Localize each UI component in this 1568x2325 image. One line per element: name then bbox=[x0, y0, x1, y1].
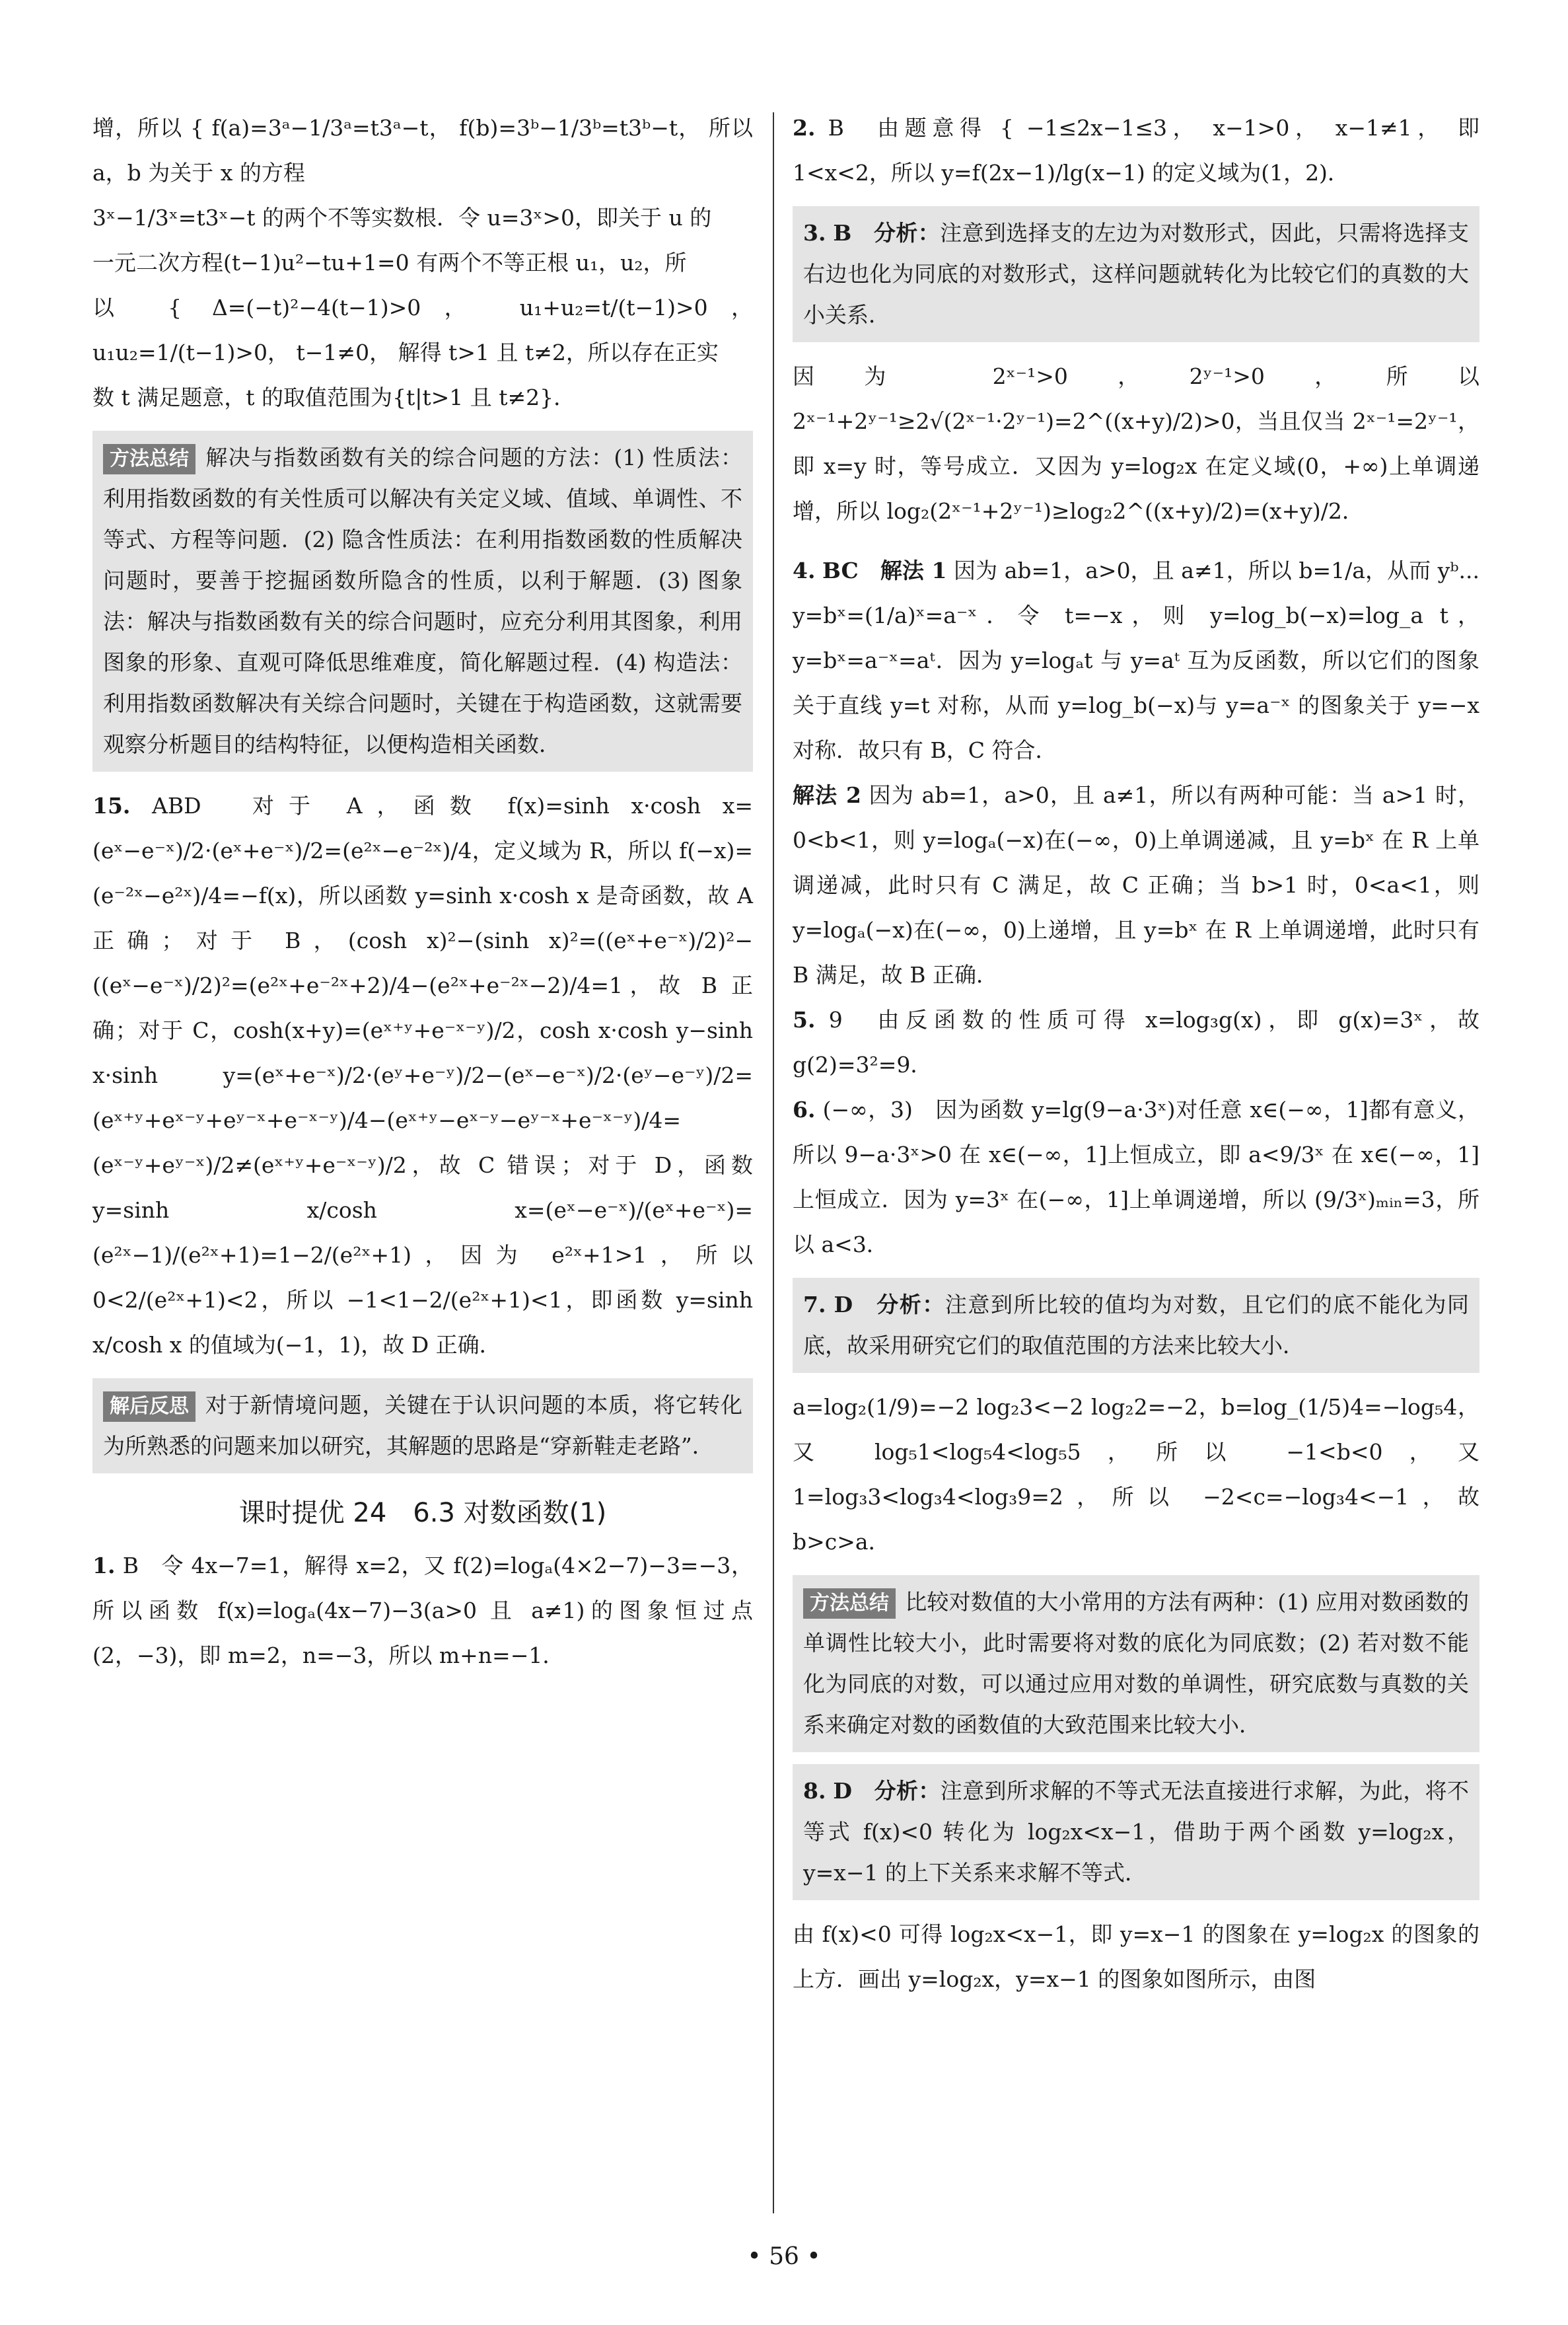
method-summary-tag: 方法总结 bbox=[103, 444, 196, 474]
analysis-box bbox=[793, 206, 1479, 342]
question-5 bbox=[793, 998, 1479, 1088]
question-number: 4. bbox=[793, 558, 816, 583]
question-number: 3. bbox=[803, 220, 826, 246]
question-4-method-2 bbox=[793, 773, 1479, 998]
method-summary-box bbox=[92, 431, 753, 772]
question-number: 15. bbox=[92, 793, 131, 819]
solution-paragraph: a=log₂(1/9)=−2 log₂3<−2 log₂2=−2，b=log_(1/5)4=−log₅4，又 log₅1<log₅4<log₅5，所以 −1<b<0，又 1=log₃3<log₃4<log₃9=2，所以 −2<c=−log₃4<−1，故 b>c>a． bbox=[793, 1394, 1479, 1555]
question-4 bbox=[793, 548, 1479, 773]
method-summary-text: 比较对数值的大小常用的方法有两种：(1) 应用对数函数的单调性比较大小，此时需要将对数的底化为同底数；(2) 若对数不能化为同底的对数，可以通过应用对数的单调性，研究底数与真数的关系来确定对数的函数值的大致范围来比较大小． bbox=[803, 1589, 1469, 1738]
question-answer-text: B 由题意得 { −1≤2x−1≤3， x−1>0， x−1≠1， 即 1<x<2，所以 y=f(2x−1)/lg(x−1) 的定义域为(1，2)． bbox=[793, 115, 1479, 186]
left-column bbox=[92, 106, 753, 1678]
text-paragraph: 一元二次方程(t−1)u²−tu+1=0 有两个不等正根 u₁，u₂，所 bbox=[92, 250, 687, 276]
question-1 bbox=[92, 1543, 753, 1678]
text-paragraph: 3ˣ−1/3ˣ=t3ˣ−t 的两个不等实数根．令 u=3ˣ>0，即关于 u 的 bbox=[92, 205, 712, 231]
analysis-box bbox=[793, 1764, 1479, 1900]
question-2 bbox=[793, 106, 1479, 196]
question-answer-text: B 令 4x−7=1，解得 x=2，又 f(2)=logₐ(4×2−7)−3=−3，所以函数 f(x)=logₐ(4x−7)−3(a>0 且 a≠1)的图象恒过点(2，−3)，即 m=2，n=−3，所以 m+n=−1． bbox=[92, 1553, 753, 1668]
method-summary-tag: 方法总结 bbox=[803, 1588, 896, 1619]
question-15 bbox=[92, 784, 753, 1368]
analysis-label: D 分析： bbox=[834, 1292, 945, 1317]
analysis-label: B 分析： bbox=[833, 220, 941, 246]
question-6 bbox=[793, 1088, 1479, 1267]
analysis-label: D 分析： bbox=[833, 1778, 941, 1804]
solution-paragraph: 由 f(x)<0 可得 log₂x<x−1，即 y=x−1 的图象在 y=log₂x 的图象的上方．画出 y=log₂x，y=x−1 的图象如图所示，由图 bbox=[793, 1921, 1479, 1992]
solution-text: 因为 ab=1，a>0，且 a≠1，所以有两种可能：当 a>1 时，0<b<1，则 y=logₐ(−x)在(−∞，0)上单调递减，且 y=bˣ 在 R 上单调递减，此时只有 C 满足，故 C 正确；当 b>1 时，0<a<1，则 y=logₐ(−x)在(−∞，0)上递增，且 y=bˣ 在 R 上单调递增，此时只有 B 满足，故 B 正确． bbox=[793, 782, 1480, 988]
right-column bbox=[793, 106, 1479, 2002]
reflection-tag: 解后反思 bbox=[103, 1391, 196, 1422]
question-number: 1. bbox=[92, 1553, 116, 1578]
question-answer-text: ABD 对于 A，函数 f(x)=sinh x·cosh x=(eˣ−e⁻ˣ)/2·(eˣ+e⁻ˣ)/2=(e²ˣ−e⁻²ˣ)/4，定义域为 R，所以 f(−x)=(e⁻²ˣ−e²ˣ)/4=−f(x)，所以函数 y=sinh x·cosh x 是奇函数，故 A 正确；对于 B，(cosh x)²−(sinh x)²=((eˣ+e⁻ˣ)/2)²−((eˣ−e⁻ˣ)/2)²=(e²ˣ+e⁻²ˣ+2)/4−(e²ˣ+e⁻²ˣ−2)/4=1，故 B 正确；对于 C，cosh(x+y)=(eˣ⁺ʸ+e⁻ˣ⁻ʸ)/2，cosh x·cosh y−sinh x·sinh y=(eˣ+e⁻ˣ)/2·(eʸ+e⁻ʸ)/2−(eˣ−e⁻ˣ)/2·(eʸ−e⁻ʸ)/2=(eˣ⁺ʸ+eˣ⁻ʸ+eʸ⁻ˣ+e⁻ˣ⁻ʸ)/4−(eˣ⁺ʸ−eˣ⁻ʸ−eʸ⁻ˣ+e⁻ˣ⁻ʸ)/4=(eˣ⁻ʸ+eʸ⁻ˣ)/2≠(eˣ⁺ʸ+e⁻ˣ⁻ʸ)/2，故 C 错误；对于 D，函数 y=sinh x/cosh x=(eˣ−e⁻ˣ)/(eˣ+e⁻ˣ)=(e²ˣ−1)/(e²ˣ+1)=1−2/(e²ˣ+1)，因为 e²ˣ+1>1，所以 0<2/(e²ˣ+1)<2，所以 −1<1−2/(e²ˣ+1)<1，即函数 y=sinh x/cosh x 的值域为(−1，1)，故 D 正确． bbox=[92, 793, 753, 1358]
reflection-text: 对于新情境问题，关键在于认识问题的本质，将它转化为所熟悉的问题来加以研究，其解题的思路是“穿新鞋走老路”． bbox=[103, 1392, 742, 1459]
solution-paragraph: 因为 2ˣ⁻¹>0，2ʸ⁻¹>0，所以 2ˣ⁻¹+2ʸ⁻¹≥2√(2ˣ⁻¹·2ʸ⁻¹)=2^((x+y)/2)>0，当且仅当 2ˣ⁻¹=2ʸ⁻¹，即 x=y 时，等号成立．又因为 y=log₂x 在定义域(0，+∞)上单调递增，所以 log₂(2ˣ⁻¹+2ʸ⁻¹)≥log₂2^((x+y)/2)=(x+y)/2． bbox=[793, 363, 1479, 524]
question-answer-text: (−∞，3) 因为函数 y=lg(9−a·3ˣ)对任意 x∈(−∞，1]都有意义，所以 9−a·3ˣ>0 在 x∈(−∞，1]上恒成立，即 a<9/3ˣ 在 x∈(−∞，1]上恒成立．因为 y=3ˣ 在(−∞，1]上单调递增，所以 (9/3ˣ)ₘᵢₙ=3，所以 a<3． bbox=[793, 1097, 1479, 1257]
column-divider bbox=[773, 112, 774, 2213]
solution-label: BC 解法 1 bbox=[822, 558, 947, 583]
text-paragraph: 数 t 满足题意，t 的取值范围为{t|t>1 且 t≠2}． bbox=[92, 385, 576, 410]
solution-label: 解法 2 bbox=[793, 782, 861, 808]
analysis-box bbox=[793, 1278, 1479, 1373]
section-title: 课时提优 24 6.3 对数函数(1) bbox=[238, 1498, 607, 1528]
text-paragraph: 以 { Δ=(−t)²−4(t−1)>0， u₁+u₂=t/(t−1)>0， u₁u₂=1/(t−1)>0， t−1≠0， 解得 t>1 且 t≠2，所以存在正实 bbox=[92, 295, 753, 365]
method-summary-text: 解决与指数函数有关的综合问题的方法：(1) 性质法：利用指数函数的有关性质可以解决有关定义域、值域、单调性、不等式、方程等问题．(2) 隐含性质法：在利用指数函数的性质解决问题时，要善于挖掘函数所隐含的性质，以利于解题．(3) 图象法：解决与指数函数有关的综合问题时，应充分利用其图象，利用图象的形象、直观可降低思维难度，简化解题过程．(4) 构造法：利用指数函数解决有关综合问题时，关键在于构造函数，这就需要观察分析题目的结构特征，以便构造相关函数． bbox=[103, 445, 742, 757]
solution-text: 因为 ab=1，a>0，且 a≠1，所以 b=1/a，从而 yᵇ... y=bˣ=(1/a)ˣ=a⁻ˣ．令 t=−x，则 y=log_b(−x)=log_a t，y=bˣ=a⁻ˣ=aᵗ．因为 y=logₐt 与 y=aᵗ 互为反函数，所以它们的图象关于直线 y=t 对称，从而 y=log_b(−x)与 y=a⁻ˣ 的图象关于 y=−x 对称．故只有 B，C 符合． bbox=[793, 558, 1479, 763]
question-number: 5. bbox=[793, 1007, 816, 1033]
page-number: • 56 • bbox=[747, 2243, 821, 2270]
question-number: 7. bbox=[803, 1292, 826, 1317]
question-number: 2. bbox=[793, 115, 816, 141]
analysis-text: 注意到所求解的不等式无法直接进行求解，为此，将不等式 f(x)<0 转化为 log₂x<x−1，借助于两个函数 y=log₂x，y=x−1 的上下关系来求解不等式． bbox=[803, 1778, 1469, 1886]
method-summary-box bbox=[793, 1575, 1479, 1752]
text-paragraph: 增，所以 { f(a)=3ᵃ−1/3ᵃ=t3ᵃ−t， f(b)=3ᵇ−1/3ᵇ=t3ᵇ−t， 所以 a，b 为关于 x 的方程 bbox=[92, 115, 753, 186]
question-number: 8. bbox=[803, 1778, 826, 1804]
question-number: 6. bbox=[793, 1097, 816, 1123]
reflection-box bbox=[92, 1378, 753, 1473]
analysis-text: 注意到所比较的值均为对数，且它们的底不能化为同底，故采用研究它们的取值范围的方法来比较大小． bbox=[803, 1292, 1469, 1358]
question-answer-text: 9 由反函数的性质可得 x=log₃g(x)，即 g(x)=3ˣ，故 g(2)=3²=9． bbox=[793, 1007, 1479, 1078]
analysis-text: 注意到选择支的左边为对数形式，因此，只需将选择支右边也化为同底的对数形式，这样问题就转化为比较它们的真数的大小关系． bbox=[803, 220, 1469, 328]
